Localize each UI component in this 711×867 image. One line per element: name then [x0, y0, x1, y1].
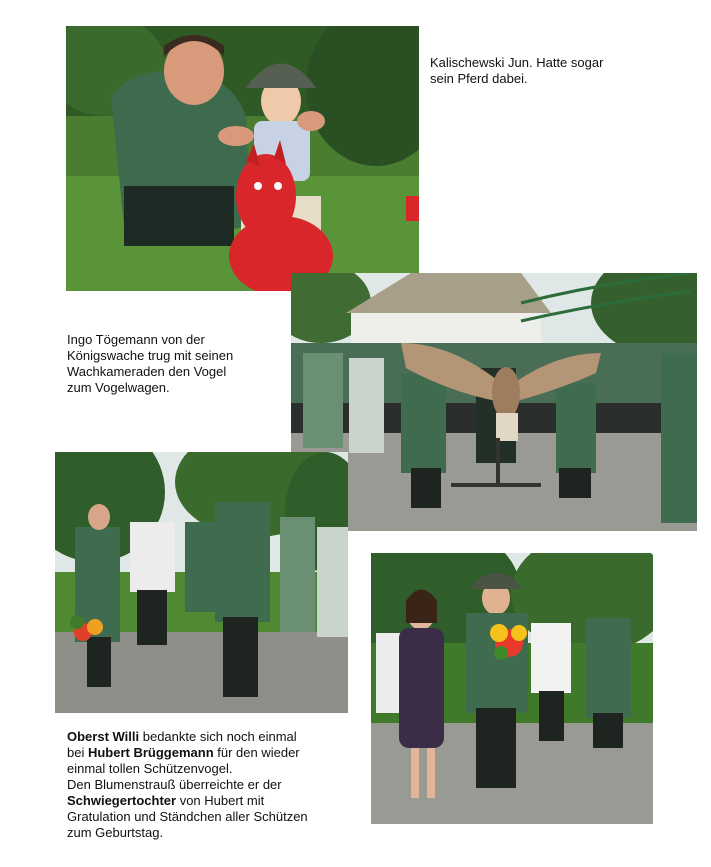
caption-toegemann-line-2: Königswache trug mit seinen [67, 348, 234, 363]
photo-carrying-bird [291, 273, 697, 531]
caption-oberst-line-1 [67, 729, 308, 745]
caption-oberst-name-willi: Oberst Willi [67, 729, 140, 744]
caption-toegemann-line-3: Wachkameraden den Vogel [67, 364, 227, 379]
caption-oberst-line-5-text: von Hubert mit [176, 793, 265, 808]
caption-oberst-line-2-pre: bei [67, 745, 88, 760]
caption-kalischewski-line-1: Kalischewski Jun. Hatte sogar [430, 55, 604, 70]
photo-group-flowers [55, 452, 348, 713]
caption-kalischewski [430, 55, 603, 87]
caption-oberst-line-5 [67, 793, 308, 809]
caption-oberst-line-4: Den Blumenstrauß überreichte er der [67, 777, 282, 792]
photo-child-toy-horse-image [66, 26, 419, 291]
caption-oberst-line-3: einmal tollen Schützenvogel. [67, 761, 233, 776]
photo-bouquet-handover [371, 553, 653, 824]
photo-group-flowers-image [55, 452, 348, 713]
caption-oberst-name-hubert: Hubert Brüggemann [87, 745, 214, 760]
caption-oberst-line-6: Gratulation und Ständchen aller Schützen [67, 809, 308, 824]
photo-carrying-bird-image [291, 273, 697, 531]
caption-oberst-line-2 [67, 745, 308, 761]
caption-oberst-line-7: zum Geburtstag. [67, 825, 164, 840]
caption-toegemann-line-1: Ingo Tögemann von der [67, 332, 205, 347]
caption-oberst-schwiegertochter: Schwiegertochter [67, 793, 177, 808]
photo-child-toy-horse [66, 26, 419, 291]
caption-oberst [67, 729, 308, 841]
caption-kalischewski-line-2: sein Pferd dabei. [430, 71, 528, 86]
photo-bouquet-handover-image [371, 553, 653, 824]
caption-toegemann-line-4: zum Vogelwagen. [67, 380, 170, 395]
caption-oberst-line-2-text: für den wieder [213, 745, 300, 760]
caption-oberst-line-1-text: bedankte sich noch einmal [139, 729, 297, 744]
caption-toegemann [67, 332, 233, 396]
